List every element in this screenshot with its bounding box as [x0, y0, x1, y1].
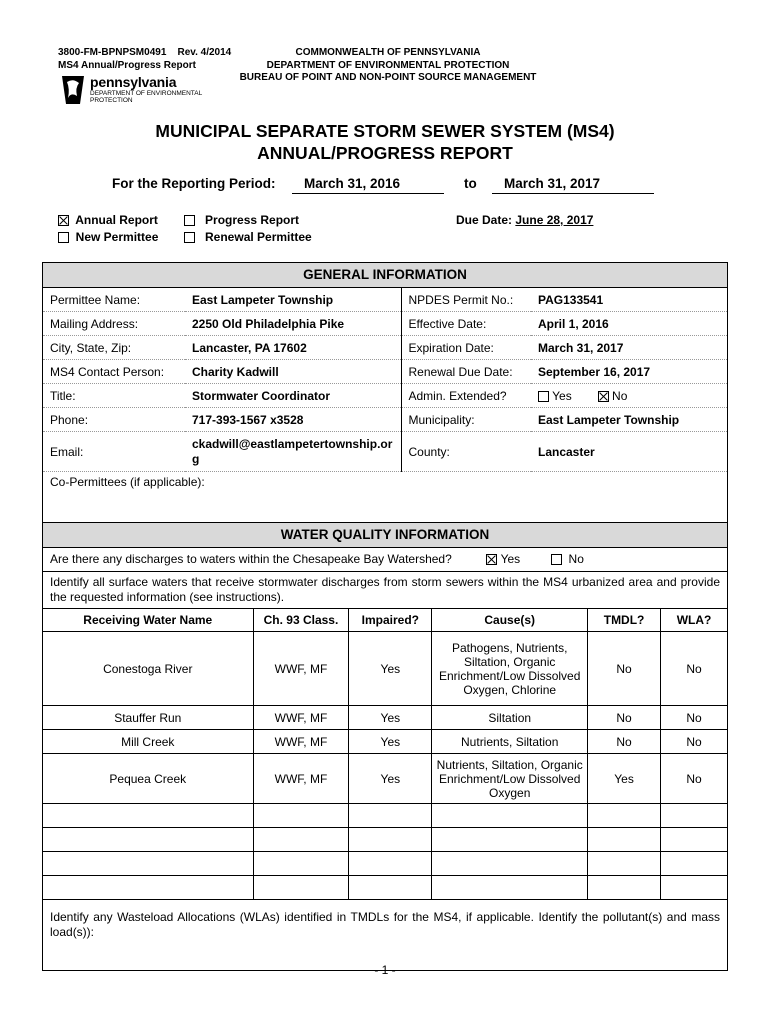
- table-cell[interactable]: [432, 828, 588, 852]
- period-end[interactable]: March 31, 2017: [492, 176, 654, 194]
- agency-line1: COMMONWEALTH OF PENNSYLVANIA: [295, 47, 481, 58]
- table-cell[interactable]: [661, 876, 728, 900]
- table-cell[interactable]: [432, 804, 588, 828]
- general-info-row: [43, 288, 727, 312]
- receiving-waters-table: [42, 608, 728, 900]
- field-label: Renewal Due Date:: [401, 360, 531, 384]
- general-info-row: [43, 408, 727, 432]
- field-label: Permittee Name:: [43, 288, 185, 312]
- copermittees-label: Co-Permittees (if applicable):: [50, 475, 205, 489]
- field-label: Effective Date:: [401, 312, 531, 336]
- field-value[interactable]: September 16, 2017: [531, 360, 727, 384]
- table-cell[interactable]: [43, 852, 254, 876]
- field-value[interactable]: 2250 Old Philadelphia Pike: [185, 312, 401, 336]
- column-header: Impaired?: [349, 609, 432, 632]
- field-label: Email:: [43, 432, 185, 472]
- table-row: [43, 804, 728, 828]
- report-title-line2: ANNUAL/PROGRESS REPORT: [257, 143, 513, 163]
- renewal-permittee-label: Renewal Permittee: [205, 230, 312, 244]
- field-value[interactable]: Charity Kadwill: [185, 360, 401, 384]
- column-header: Receiving Water Name: [43, 609, 254, 632]
- chesapeake-no-checkbox[interactable]: [551, 554, 562, 565]
- admin-extended-yes-checkbox[interactable]: [538, 391, 549, 402]
- column-header: Ch. 93 Class.: [253, 609, 349, 632]
- field-label: NPDES Permit No.:: [401, 288, 531, 312]
- due-date-label: Due Date:: [456, 213, 513, 227]
- renewal-permittee-checkbox[interactable]: [184, 232, 195, 243]
- column-header: WLA?: [661, 609, 728, 632]
- identify-waters-text: Identify all surface waters that receive stormwater discharges from storm sewers within the MS4 urbanized area and provide the requested information (see instructions).: [50, 575, 720, 604]
- table-cell[interactable]: [661, 804, 728, 828]
- admin-extended-options: [531, 384, 727, 408]
- field-label: Phone:: [43, 408, 185, 432]
- period-label: For the Reporting Period:: [112, 176, 276, 191]
- progress-report-checkbox[interactable]: [184, 215, 195, 226]
- general-info-row: [43, 360, 727, 384]
- field-label: Mailing Address:: [43, 312, 185, 336]
- table-cell[interactable]: [349, 804, 432, 828]
- table-cell[interactable]: Yes: [588, 754, 661, 804]
- field-value[interactable]: March 31, 2017: [531, 336, 727, 360]
- table-cell[interactable]: [661, 828, 728, 852]
- table-row: [43, 828, 728, 852]
- annual-report-checkbox[interactable]: [58, 215, 69, 226]
- table-cell[interactable]: [588, 804, 661, 828]
- copermittees-row: [43, 472, 727, 523]
- new-permittee-label: New Permittee: [75, 230, 159, 244]
- table-cell[interactable]: Pathogens, Nutrients, Siltation, Organic Enrichment/Low Dissolved Oxygen, Chlorine: [432, 632, 588, 706]
- table-row: [43, 852, 728, 876]
- table-cell[interactable]: Yes: [349, 706, 432, 730]
- form-rev: Rev. 4/2014: [177, 47, 232, 58]
- column-header: TMDL?: [588, 609, 661, 632]
- chesapeake-no-label: No: [568, 552, 584, 566]
- column-header: Cause(s): [432, 609, 588, 632]
- logo-text: pennsylvania: [90, 74, 177, 90]
- field-value[interactable]: East Lampeter Township: [185, 288, 401, 312]
- table-row: [43, 876, 728, 900]
- table-cell[interactable]: Nutrients, Siltation: [432, 730, 588, 754]
- general-information-section: [42, 262, 728, 971]
- table-cell[interactable]: Yes: [349, 730, 432, 754]
- table-cell[interactable]: [432, 876, 588, 900]
- table-cell[interactable]: Pequea Creek: [43, 754, 254, 804]
- table-cell[interactable]: Conestoga River: [43, 632, 254, 706]
- table-cell[interactable]: [588, 876, 661, 900]
- keystone-icon: [58, 74, 88, 106]
- receiving-waters-header-row: [43, 609, 728, 632]
- page-number: - 1 -: [374, 963, 396, 977]
- general-info-row: [43, 312, 727, 336]
- table-row: [43, 754, 728, 804]
- field-label: Municipality:: [401, 408, 531, 432]
- table-cell[interactable]: Nutrients, Siltation, Organic Enrichment/Low Dissolved Oxygen: [432, 754, 588, 804]
- field-value[interactable]: Lancaster: [531, 432, 727, 472]
- field-value[interactable]: 717-393-1567 x3528: [185, 408, 401, 432]
- table-cell[interactable]: Mill Creek: [43, 730, 254, 754]
- table-cell[interactable]: [588, 828, 661, 852]
- field-value[interactable]: ckadwill@eastlampetertownship.or g: [185, 432, 401, 472]
- table-cell[interactable]: [253, 852, 349, 876]
- table-cell[interactable]: [43, 828, 254, 852]
- general-info-row: [43, 336, 727, 360]
- progress-report-option[interactable]: [184, 213, 299, 227]
- field-label: Title:: [43, 384, 185, 408]
- table-row: [43, 632, 728, 706]
- table-cell[interactable]: WWF, MF: [253, 706, 349, 730]
- table-cell[interactable]: [349, 876, 432, 900]
- due-date-value[interactable]: June 28, 2017: [515, 213, 594, 227]
- table-cell[interactable]: [432, 852, 588, 876]
- general-info-row: [43, 432, 727, 472]
- table-cell[interactable]: No: [588, 632, 661, 706]
- period-start[interactable]: March 31, 2016: [292, 176, 444, 194]
- water-quality-heading: WATER QUALITY INFORMATION: [43, 523, 727, 548]
- logo-sub2: PROTECTION: [90, 97, 133, 104]
- field-label: City, State, Zip:: [43, 336, 185, 360]
- table-cell[interactable]: [253, 876, 349, 900]
- field-value[interactable]: East Lampeter Township: [531, 408, 727, 432]
- new-permittee-option[interactable]: [58, 230, 158, 244]
- field-value[interactable]: April 1, 2016: [531, 312, 727, 336]
- table-row: [43, 730, 728, 754]
- table-cell[interactable]: WWF, MF: [253, 632, 349, 706]
- annual-report-option[interactable]: [58, 213, 158, 227]
- general-info-row: [43, 384, 727, 408]
- field-label: Admin. Extended?: [401, 384, 531, 408]
- table-cell[interactable]: No: [588, 730, 661, 754]
- table-cell[interactable]: Stauffer Run: [43, 706, 254, 730]
- field-label: MS4 Contact Person:: [43, 360, 185, 384]
- table-cell[interactable]: [349, 852, 432, 876]
- table-cell[interactable]: No: [661, 730, 728, 754]
- chesapeake-row: [43, 548, 727, 572]
- logo-sub1: DEPARTMENT OF ENVIRONMENTAL: [90, 90, 203, 97]
- chesapeake-question: Are there any discharges to waters within the Chesapeake Bay Watershed?: [50, 552, 452, 566]
- table-cell[interactable]: No: [661, 632, 728, 706]
- table-cell[interactable]: Yes: [349, 754, 432, 804]
- wla-text: Identify any Wasteload Allocations (WLAs) identified in TMDLs for the MS4, if applicable. Identify the pollutant(s) and mass load(s)):: [50, 910, 720, 939]
- table-cell[interactable]: [349, 828, 432, 852]
- field-value[interactable]: Lancaster, PA 17602: [185, 336, 401, 360]
- general-information-heading: GENERAL INFORMATION: [43, 263, 727, 288]
- table-row: [43, 706, 728, 730]
- table-cell[interactable]: Siltation: [432, 706, 588, 730]
- agency-line2: DEPARTMENT OF ENVIRONMENTAL PROTECTION: [266, 60, 510, 71]
- field-label: Expiration Date:: [401, 336, 531, 360]
- report-title-line1: MUNICIPAL SEPARATE STORM SEWER SYSTEM (MS4): [155, 121, 615, 141]
- table-cell[interactable]: Yes: [349, 632, 432, 706]
- pa-logo: [58, 74, 208, 108]
- admin-extended-yes-label: Yes: [552, 388, 572, 403]
- progress-report-label: Progress Report: [205, 213, 300, 227]
- table-cell[interactable]: WWF, MF: [253, 730, 349, 754]
- admin-extended-no-label: No: [612, 388, 628, 403]
- admin-extended-no-checkbox[interactable]: [598, 391, 609, 402]
- table-cell[interactable]: [43, 876, 254, 900]
- form-id: 3800-FM-BPNPSM0491: [58, 47, 167, 58]
- table-cell[interactable]: [661, 852, 728, 876]
- table-cell[interactable]: [43, 804, 254, 828]
- table-cell[interactable]: No: [588, 706, 661, 730]
- annual-report-label: Annual Report: [75, 213, 158, 227]
- form-name: MS4 Annual/Progress Report: [58, 60, 196, 71]
- renewal-permittee-option[interactable]: [184, 230, 312, 244]
- table-cell[interactable]: No: [661, 706, 728, 730]
- field-label: County:: [401, 432, 531, 472]
- field-value[interactable]: PAG133541: [531, 288, 727, 312]
- general-information-table: [43, 288, 727, 472]
- table-cell[interactable]: WWF, MF: [253, 754, 349, 804]
- new-permittee-checkbox[interactable]: [58, 232, 69, 243]
- period-to: to: [464, 176, 477, 191]
- table-cell[interactable]: No: [661, 754, 728, 804]
- table-cell[interactable]: [588, 852, 661, 876]
- table-cell[interactable]: [253, 828, 349, 852]
- agency-line3: BUREAU OF POINT AND NON-POINT SOURCE MANAGEMENT: [239, 72, 537, 83]
- table-cell[interactable]: [253, 804, 349, 828]
- chesapeake-yes-label: Yes: [500, 552, 521, 566]
- chesapeake-yes-checkbox[interactable]: [486, 554, 497, 565]
- field-value[interactable]: Stormwater Coordinator: [185, 384, 401, 408]
- due-date: [456, 213, 593, 227]
